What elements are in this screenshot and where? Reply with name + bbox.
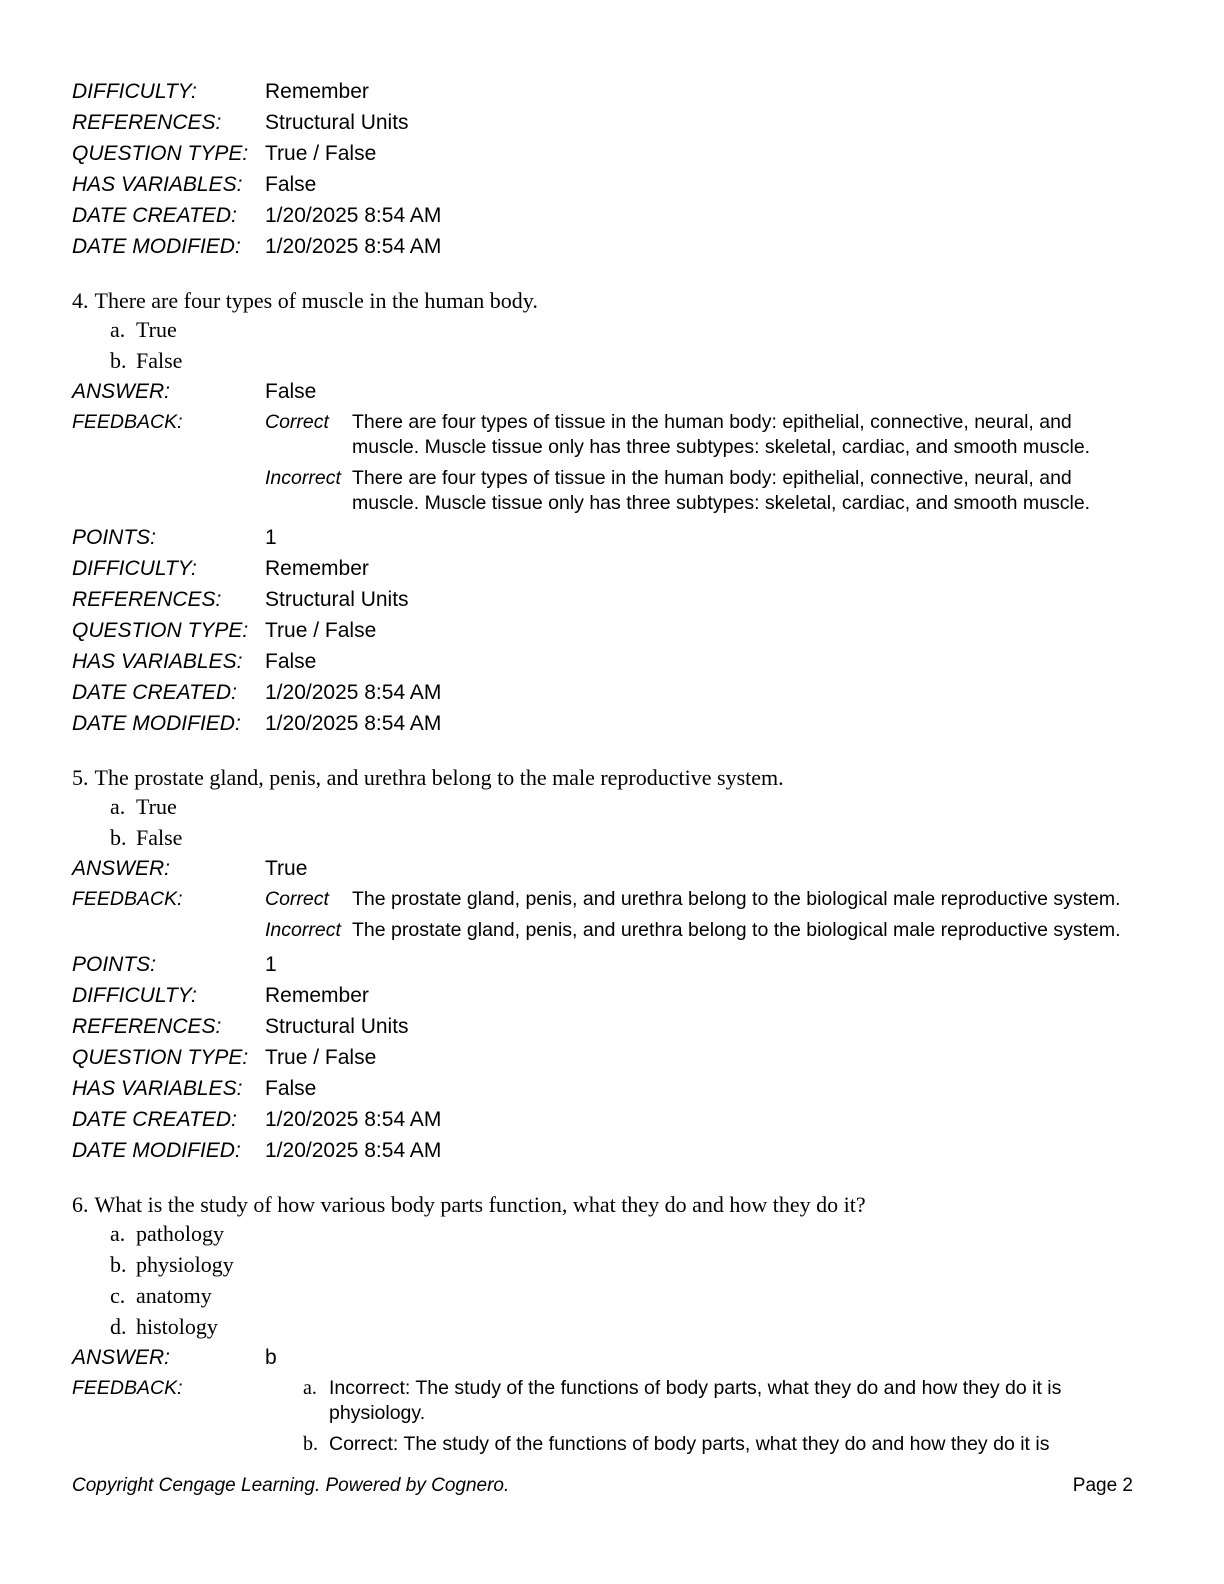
- option-row: [110, 314, 1152, 345]
- meta-row: [72, 76, 1152, 107]
- feedback-text: Correct: The study of the functions of body parts, what they do and how they do it is: [329, 1433, 1050, 1455]
- meta-value: True / False: [265, 619, 377, 642]
- option-letter: b.: [110, 1252, 127, 1277]
- footer-copyright: Copyright Cengage Learning. Powered by Cognero.: [72, 1475, 510, 1496]
- meta-label: DIFFICULTY:: [72, 984, 197, 1007]
- footer-page-number: Page 2: [1072, 1475, 1133, 1496]
- meta-label: POINTS:: [72, 526, 157, 549]
- meta-value: False: [265, 650, 317, 673]
- meta-value: 1: [265, 953, 277, 976]
- meta-value: 1/20/2025 8:54 AM: [265, 204, 442, 227]
- option-row: [110, 1218, 1152, 1249]
- page-footer: [72, 1475, 1133, 1497]
- meta-row: [72, 1042, 1152, 1073]
- meta-label: DATE MODIFIED:: [72, 712, 241, 735]
- meta-row: [72, 200, 1152, 231]
- feedback-item: [265, 918, 1145, 943]
- feedback-label: FEEDBACK:: [72, 1377, 183, 1399]
- option-text: True: [136, 317, 177, 342]
- meta-label: DATE MODIFIED:: [72, 1139, 241, 1162]
- feedback-item: [265, 1432, 1145, 1457]
- option-text: pathology: [136, 1221, 224, 1246]
- meta-label: DIFFICULTY:: [72, 557, 197, 580]
- option-letter: a.: [110, 1221, 126, 1246]
- meta-value: True / False: [265, 1046, 377, 1069]
- meta-value: Structural Units: [265, 588, 409, 611]
- option-letter: b.: [110, 348, 127, 373]
- meta-row: [72, 949, 1152, 980]
- meta-label: QUESTION TYPE:: [72, 142, 249, 165]
- answer-label: ANSWER:: [72, 1346, 171, 1369]
- meta-row: [72, 169, 1152, 200]
- meta-value: 1/20/2025 8:54 AM: [265, 1108, 442, 1131]
- feedback-row: [72, 1373, 1152, 1463]
- question-4: [72, 288, 1152, 739]
- question-number: 6.: [72, 1192, 89, 1217]
- feedback-tag: Incorrect: [265, 919, 341, 941]
- option-text: anatomy: [136, 1283, 212, 1308]
- answer-value: True: [265, 857, 308, 880]
- meta-row: [72, 553, 1152, 584]
- answer-row: [72, 853, 1152, 884]
- question-text: There are four types of muscle in the human body.: [94, 288, 538, 313]
- feedback-row: [72, 407, 1152, 522]
- meta-label: DIFFICULTY:: [72, 80, 197, 103]
- question-text: What is the study of how various body parts function, what they do and how they do it?: [94, 1192, 866, 1217]
- option-letter: a.: [110, 794, 126, 819]
- feedback-letter: a.: [303, 1377, 317, 1399]
- meta-value: Structural Units: [265, 111, 409, 134]
- feedback-item: [265, 887, 1145, 912]
- feedback-row: [72, 884, 1152, 949]
- option-letter: b.: [110, 825, 127, 850]
- meta-value: Remember: [265, 984, 369, 1007]
- meta-label: DATE CREATED:: [72, 681, 237, 704]
- option-row: [110, 822, 1152, 853]
- meta-label: QUESTION TYPE:: [72, 619, 249, 642]
- option-letter: c.: [110, 1283, 126, 1308]
- feedback-label: FEEDBACK:: [72, 411, 183, 433]
- option-row: [110, 1311, 1152, 1342]
- feedback-tag: Correct: [265, 888, 329, 910]
- meta-value: 1/20/2025 8:54 AM: [265, 712, 442, 735]
- option-text: False: [136, 348, 183, 373]
- meta-value: Remember: [265, 557, 369, 580]
- option-text: histology: [136, 1314, 218, 1339]
- feedback-item: [265, 466, 1145, 516]
- feedback-items: [265, 884, 1145, 949]
- feedback-items: [265, 407, 1145, 522]
- feedback-item: [265, 1376, 1145, 1426]
- meta-row: [72, 107, 1152, 138]
- meta-label: HAS VARIABLES:: [72, 1077, 243, 1100]
- meta-label: REFERENCES:: [72, 111, 222, 134]
- option-row: [110, 791, 1152, 822]
- option-text: False: [136, 825, 183, 850]
- meta-row: [72, 138, 1152, 169]
- feedback-text: The prostate gland, penis, and urethra belong to the biological male reproductive system.: [352, 888, 1121, 910]
- option-text: True: [136, 794, 177, 819]
- question-4-metadata: [72, 522, 1152, 739]
- feedback-text: There are four types of tissue in the human body: epithelial, connective, neural, and muscle. Muscle tissue only has three subtypes: skeletal, cardiac, and smooth muscle.: [352, 467, 1091, 514]
- feedback-label: FEEDBACK:: [72, 888, 183, 910]
- feedback-text: Incorrect: The study of the functions of body parts, what they do and how they do it is physiology.: [329, 1377, 1062, 1424]
- option-letter: d.: [110, 1314, 127, 1339]
- meta-label: DATE MODIFIED:: [72, 235, 241, 258]
- meta-label: DATE CREATED:: [72, 1108, 237, 1131]
- top-metadata-block: [72, 76, 1152, 262]
- answer-row: [72, 376, 1152, 407]
- meta-label: HAS VARIABLES:: [72, 650, 243, 673]
- question-number: 4.: [72, 288, 89, 313]
- answer-label: ANSWER:: [72, 380, 171, 403]
- meta-row: [72, 1073, 1152, 1104]
- question-5: [72, 765, 1152, 1166]
- meta-value: True / False: [265, 142, 377, 165]
- feedback-item: [265, 410, 1145, 460]
- meta-row: [72, 584, 1152, 615]
- feedback-tag: Incorrect: [265, 467, 341, 489]
- question-text: The prostate gland, penis, and urethra belong to the male reproductive system.: [94, 765, 784, 790]
- meta-row: [72, 1135, 1152, 1166]
- question-stem: [72, 765, 1152, 791]
- meta-row: [72, 1104, 1152, 1135]
- option-row: [110, 1249, 1152, 1280]
- meta-label: HAS VARIABLES:: [72, 173, 243, 196]
- meta-row: [72, 677, 1152, 708]
- meta-value: False: [265, 173, 317, 196]
- meta-row: [72, 646, 1152, 677]
- feedback-text: The prostate gland, penis, and urethra belong to the biological male reproductive system.: [352, 919, 1121, 941]
- feedback-letter: b.: [303, 1433, 318, 1455]
- meta-row: [72, 708, 1152, 739]
- meta-value: 1/20/2025 8:54 AM: [265, 235, 442, 258]
- question-number: 5.: [72, 765, 89, 790]
- meta-label: QUESTION TYPE:: [72, 1046, 249, 1069]
- meta-row: [72, 522, 1152, 553]
- meta-row: [72, 1011, 1152, 1042]
- option-text: physiology: [136, 1252, 234, 1277]
- meta-row: [72, 231, 1152, 262]
- answer-value: b: [265, 1346, 277, 1369]
- option-letter: a.: [110, 317, 126, 342]
- meta-row: [72, 615, 1152, 646]
- feedback-tag: Correct: [265, 411, 329, 433]
- meta-value: 1/20/2025 8:54 AM: [265, 1139, 442, 1162]
- meta-row: [72, 980, 1152, 1011]
- meta-value: False: [265, 1077, 317, 1100]
- meta-value: 1: [265, 526, 277, 549]
- option-row: [110, 1280, 1152, 1311]
- question-stem: [72, 1192, 1152, 1218]
- answer-value: False: [265, 380, 317, 403]
- meta-value: Structural Units: [265, 1015, 409, 1038]
- meta-label: REFERENCES:: [72, 1015, 222, 1038]
- feedback-text: There are four types of tissue in the human body: epithelial, connective, neural, and muscle. Muscle tissue only has three subtypes: skeletal, cardiac, and smooth muscle.: [352, 411, 1091, 458]
- meta-value: 1/20/2025 8:54 AM: [265, 681, 442, 704]
- meta-value: Remember: [265, 80, 369, 103]
- meta-label: POINTS:: [72, 953, 157, 976]
- answer-row: [72, 1342, 1152, 1373]
- answer-label: ANSWER:: [72, 857, 171, 880]
- question-6: [72, 1192, 1152, 1463]
- question-stem: [72, 288, 1152, 314]
- feedback-items: [265, 1373, 1145, 1463]
- meta-label: DATE CREATED:: [72, 204, 237, 227]
- question-5-metadata: [72, 949, 1152, 1166]
- meta-label: REFERENCES:: [72, 588, 222, 611]
- option-row: [110, 345, 1152, 376]
